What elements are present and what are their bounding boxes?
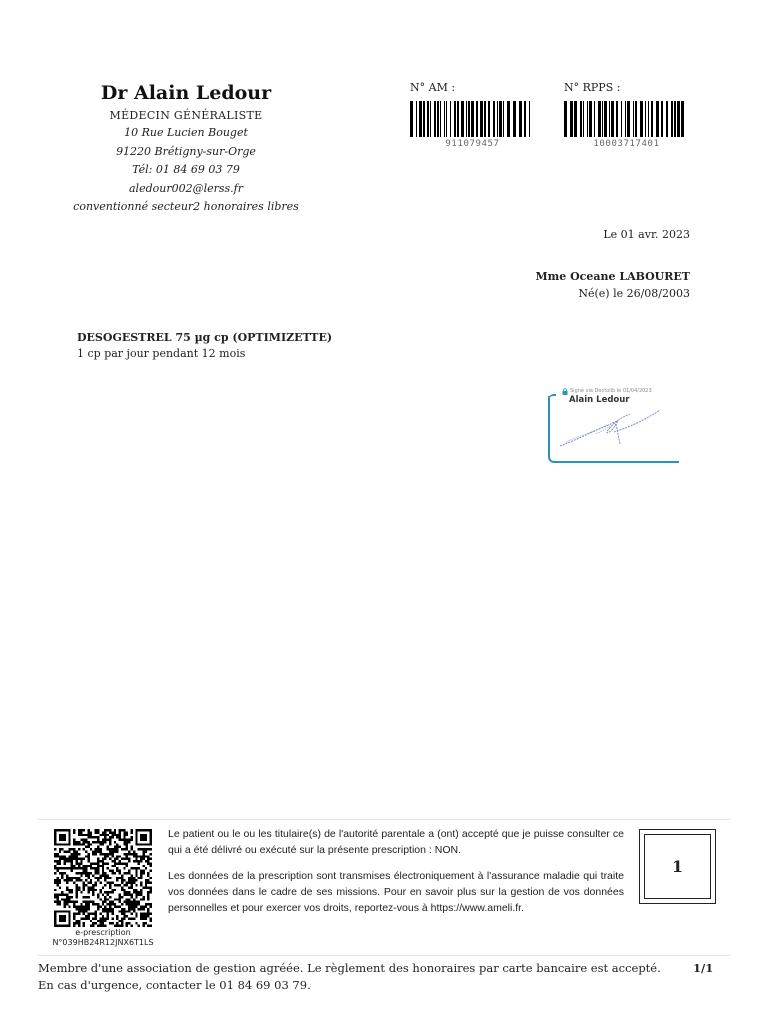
prescription-item — [77, 330, 332, 362]
patient-birthdate: Né(e) le 26/08/2003 — [578, 287, 690, 300]
qr-code-icon — [53, 829, 153, 927]
handwritten-signature — [556, 402, 666, 452]
barcode-bar — [529, 101, 530, 137]
footer-separator — [38, 955, 730, 956]
patient-block — [535, 268, 690, 302]
doctor-header — [70, 80, 302, 217]
rpps-barcode — [564, 101, 689, 137]
signature-block — [548, 386, 680, 466]
am-barcode-block — [410, 80, 535, 149]
eprescription-caption — [40, 928, 166, 948]
signature-note: Signé via Doctolib le 01/04/2023 — [570, 388, 652, 394]
count-box-value: 1 — [644, 834, 711, 899]
doctor-email: aledour002@lerss.fr — [129, 181, 243, 195]
eprescription-number: N°039HB24R12JNX6T1LS — [52, 938, 154, 947]
doctor-name: Dr Alain Ledour — [100, 82, 272, 104]
rpps-number: 10003717401 — [593, 139, 660, 149]
count-box — [639, 829, 716, 904]
notice-paragraph-2: Les données de la prescription sont transmises électroniquement à l'assurance maladie qui traite vos données dans le cadre de ses missions. Pour en savoir plus sur la gestion de vos données personnelles et pour exercer vos droits, reportez-vous à https://www.ameli.fr. — [168, 870, 624, 914]
page-number: 1/1 — [693, 961, 714, 975]
barcode-bar — [681, 101, 684, 137]
doctor-specialty: MÉDECIN GÉNÉRALISTE — [109, 109, 263, 122]
drug-name: DESOGESTREL 75 µg cp (OPTIMIZETTE) — [77, 331, 333, 344]
patient-notice — [168, 826, 624, 916]
am-label: N° AM : — [410, 81, 456, 94]
doctor-phone: Tél: 01 84 69 03 79 — [132, 163, 240, 176]
eprescription-label: e-prescription — [75, 928, 131, 937]
rpps-barcode-block — [564, 80, 689, 149]
am-barcode — [410, 101, 535, 137]
signature-name: Alain Ledour — [569, 395, 630, 405]
prescription-date: Le 01 avr. 2023 — [603, 228, 690, 241]
bottom-separator-top — [38, 819, 730, 820]
drug-dosage: 1 cp par jour pendant 12 mois — [77, 347, 246, 360]
footer-text: Membre d'une association de gestion agréée. Le règlement des honoraires par carte bancaire est accepté. En cas d'urgence, contacter le 01 84 69 03 79. — [38, 961, 661, 992]
notice-paragraph-1: Le patient ou le ou les titulaire(s) de l'autorité parentale a (ont) accepté que je puisse consulter ce qui a été délivré ou exécuté sur la présente prescription : NON. — [168, 828, 624, 856]
lock-icon — [562, 388, 568, 395]
doctor-convention: conventionné secteur2 honoraires libres — [73, 200, 299, 213]
patient-name: Mme Oceane LABOURET — [535, 270, 690, 283]
rpps-label: N° RPPS : — [564, 81, 621, 94]
am-number: 911079457 — [445, 139, 500, 149]
doctor-address: 10 Rue Lucien Bouget — [124, 126, 248, 139]
doctor-city: 91220 Brétigny-sur-Orge — [116, 144, 256, 158]
